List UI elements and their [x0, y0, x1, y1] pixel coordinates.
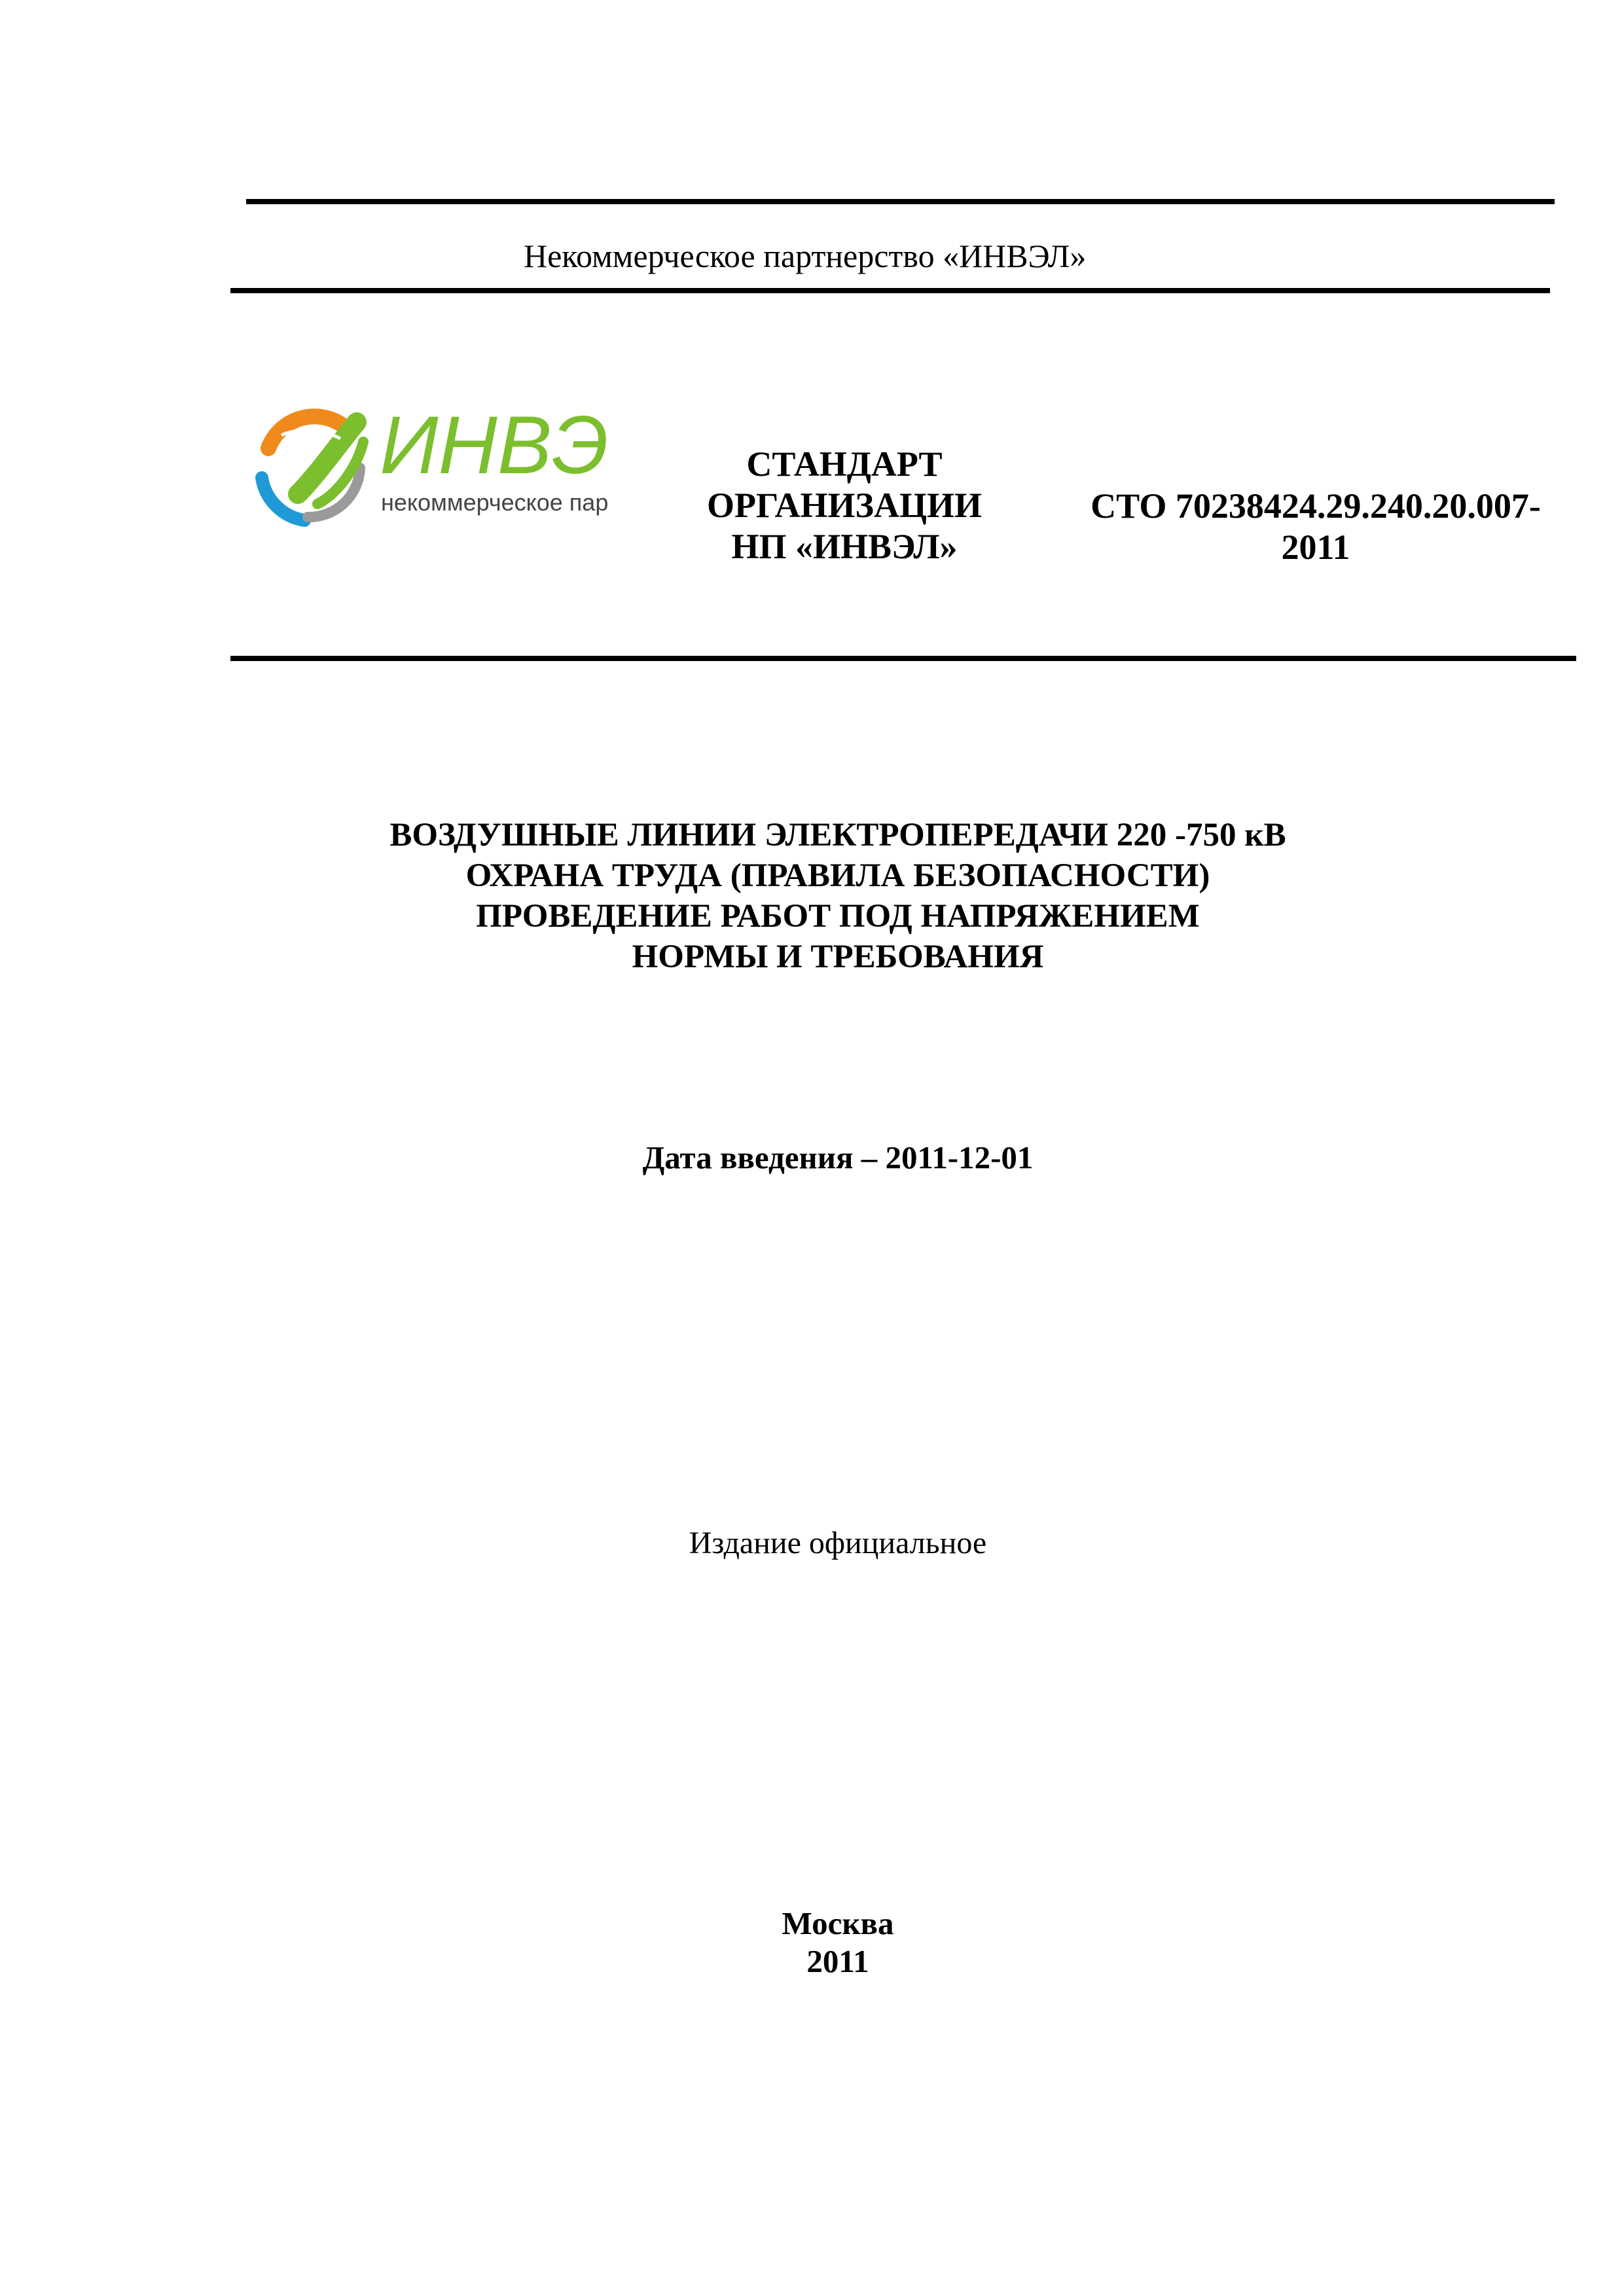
- edition-note: Издание официальное: [689, 1526, 987, 1560]
- publication-year: 2011: [806, 1943, 869, 1979]
- standard-code-line: СТО 70238424.29.240.20.007-: [1091, 486, 1541, 526]
- document-title-line: ПРОВЕДЕНИЕ РАБОТ ПОД НАПРЯЖЕНИЕМ: [476, 898, 1200, 935]
- invel-logo: [242, 396, 628, 537]
- standard-title-line: НП «ИНВЭЛ»: [731, 527, 958, 566]
- standard-code-line: 2011: [1281, 528, 1350, 567]
- document-title: [196, 815, 1479, 977]
- organization-name: Некоммерческое партнерство «ИНВЭЛ»: [524, 238, 1087, 274]
- effective-date: Дата введения – 2011-12-01: [642, 1139, 1034, 1175]
- city-name: Москва: [782, 1905, 894, 1941]
- standard-title-line: СТАНДАРТ: [746, 444, 943, 484]
- document-title-line: НОРМЫ И ТРЕБОВАНИЯ: [632, 939, 1044, 975]
- logo-section-bottom-rule: [230, 656, 1576, 661]
- header-bottom-rule: [230, 288, 1550, 293]
- invel-logo-graphic: [242, 396, 628, 537]
- top-rule: [246, 199, 1555, 204]
- standard-title-line: ОРГАНИЗАЦИИ: [707, 486, 982, 525]
- document-title-line: ВОЗДУШНЫЕ ЛИНИИ ЭЛЕКТРОПЕРЕДАЧИ 220 -750 кВ: [389, 817, 1286, 853]
- publication-place: [196, 1905, 1479, 1981]
- logo-tagline: некоммерческое пар: [381, 489, 609, 516]
- standard-title: [674, 444, 1015, 567]
- logo-brand-text: ИНВЭ: [380, 400, 609, 491]
- document-title-line: ОХРАНА ТРУДА (ПРАВИЛА БЕЗОПАСНОСТИ): [465, 857, 1210, 894]
- standard-code: [1074, 486, 1558, 568]
